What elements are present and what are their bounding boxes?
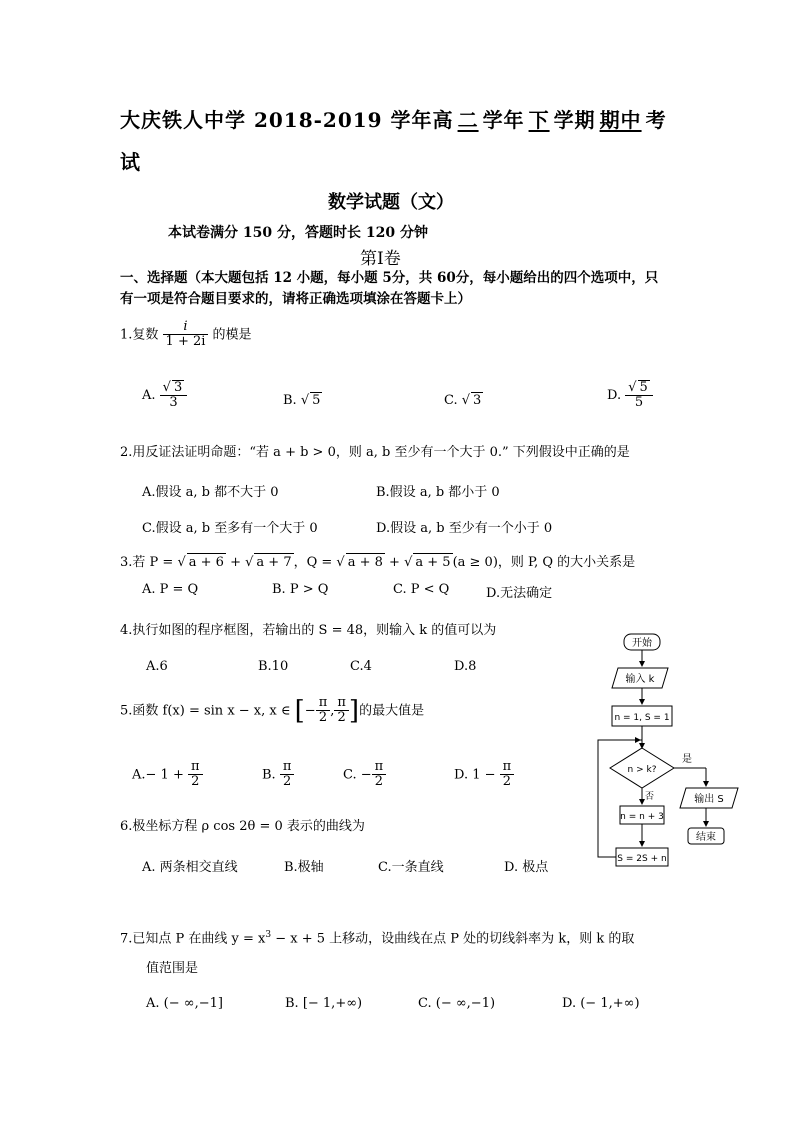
two: 2 <box>374 774 384 790</box>
q1-option-b: B. √ 5 <box>283 393 321 408</box>
q3-option-d: D.无法确定 <box>486 586 553 601</box>
flow-end-label: 结束 <box>696 832 716 843</box>
title-term: 下 <box>528 108 550 132</box>
q1-stem-end: 的模是 <box>212 327 252 343</box>
q1-option-d <box>607 380 653 411</box>
q7-stem-line2: 值范围是 <box>146 961 199 976</box>
title-grade: 二 <box>457 108 479 132</box>
flow-yes-label: 是 <box>682 754 692 765</box>
q1-denominator: 1 + 2i <box>165 334 206 350</box>
q4-option-a: A.6 <box>146 659 168 674</box>
q7-option-a: A. (− ∞,−1] <box>146 996 223 1011</box>
q2-option-c: C.假设 a, b 至多有一个大于 0 <box>142 521 318 536</box>
exam-note: 本试卷满分 150 分，答题时长 120 分钟 <box>168 225 428 241</box>
flow-start-label: 开始 <box>632 638 652 649</box>
q5-hi-fraction <box>334 696 349 726</box>
q1-numerator: i <box>163 320 209 335</box>
q6-option-b: B.极轴 <box>284 860 324 875</box>
title-school-year: 大庆铁人中学 2018-2019 学年高 <box>120 108 454 132</box>
q3-plus: + <box>225 555 246 570</box>
q5-c-fraction <box>372 760 387 790</box>
section-heading-line1: 一、选择题（本大题包括 12 小题，每小题 5分，共 60分，每小题给出的四个选项中，只 <box>120 270 659 286</box>
question-4: 4.执行如图的程序框图，若输出的 S = 48，则输入 k 的值可以为 <box>120 623 497 638</box>
q7-option-b: B. [− 1,+∞) <box>285 996 363 1011</box>
q1-d-denominator: 5 <box>634 395 644 411</box>
q3-option-c: C. P < Q <box>393 582 450 597</box>
q3-stem: 3.若 P = <box>120 555 178 570</box>
two: 2 <box>337 710 346 726</box>
flow-condition-label: n > k? <box>627 765 657 775</box>
two: 2 <box>318 710 328 726</box>
option-label: B. <box>283 393 297 408</box>
title-text: 考 <box>645 108 667 132</box>
q1-option-a <box>142 380 187 411</box>
title-exam-type: 期中 <box>599 108 642 132</box>
q5-stem-end: 的最大值是 <box>359 703 425 719</box>
q1-a-denominator: 3 <box>169 395 178 411</box>
q5-a-fraction <box>188 760 203 790</box>
program-flowchart <box>590 630 750 875</box>
question-6: 6.极坐标方程 ρ cos 2θ = 0 表示的曲线为 <box>120 819 365 834</box>
section-heading-line2: 有一项是符合题目要求的，请将正确选项填涂在答题卡上） <box>120 291 471 307</box>
question-2: 2.用反证法证明命题：“若 a + b > 0，则 a, b 至少有一个大于 0.” 下列假设中正确的是 <box>120 445 630 460</box>
q2-option-d: D.假设 a, b 至少有一个小于 0 <box>376 521 553 536</box>
pi: π <box>500 760 515 775</box>
q1-fraction <box>163 320 209 350</box>
q1-d-numerator: 5 <box>639 380 648 395</box>
q1-option-c: C. √ 3 <box>444 393 482 408</box>
q5-option-a <box>132 760 203 790</box>
flow-update-label: S = 2S + n <box>617 854 667 864</box>
q3-option-b: B. P > Q <box>272 582 329 597</box>
volume-label: 第Ⅰ卷 <box>360 249 401 269</box>
q7-stem-cont: − x + 5 上移动，设曲线在点 P 处的切线斜率为 k，则 k 的取 <box>271 931 635 947</box>
option-label: D. <box>607 387 622 403</box>
title-text: 学年 <box>482 108 525 132</box>
q7-option-d: D. (− 1,+∞) <box>562 996 640 1011</box>
q6-option-d: D. 极点 <box>504 860 549 875</box>
option-label: B. <box>262 767 276 783</box>
q5-stem: 5.函数 f(x) = sin x − x, x ∈ <box>120 703 295 719</box>
q5-lo-fraction <box>316 696 331 726</box>
pi: π <box>316 696 331 711</box>
q1-d-fraction: $\frac{√ 5}{5}$ <box>625 380 653 411</box>
flow-increment-label: n = n + 3 <box>620 812 664 822</box>
q5-option-b <box>262 760 294 790</box>
q3-plus: + <box>384 555 405 570</box>
option-label: D. <box>454 767 469 783</box>
q5-b-fraction <box>280 760 295 790</box>
q7-option-c: C. (− ∞,−1) <box>418 996 496 1011</box>
option-label: A. <box>142 387 156 403</box>
q1-c-value: 3 <box>473 393 482 408</box>
question-5: 5.函数 f(x) = sin x − x, x ∈ [− $\frac{\pi}{2}$ , $\frac{\pi}{2}$ ]的最大值是 <box>120 695 425 726</box>
flow-no-label: 否 <box>645 792 655 802</box>
q3-radicand: a + 8 <box>347 555 383 570</box>
q7-stem: 7.已知点 P 在曲线 y = x <box>120 931 266 947</box>
question-3: 3.若 P = √ a + 6 + √ a + 7 ，Q = √ a + 8 + √ a + 5 (a ≥ 0)，则 P, Q 的大小关系是 <box>120 555 636 570</box>
two: 2 <box>191 774 200 790</box>
q5-option-d <box>454 760 514 790</box>
pi: π <box>372 760 387 775</box>
flow-input-label: 输入 k <box>625 674 655 685</box>
question-1 <box>120 320 252 350</box>
pi: π <box>280 760 295 775</box>
q3-radicand: a + 5 <box>415 555 451 570</box>
title-text: 学期 <box>553 108 596 132</box>
q5-option-c <box>343 760 386 790</box>
two: 2 <box>502 774 512 790</box>
q1-a-numerator: 3 <box>173 380 183 395</box>
q7-exponent: 3 <box>265 930 272 940</box>
option-label: C. <box>343 767 357 783</box>
pi: π <box>334 696 349 711</box>
q6-option-a: A. 两条相交直线 <box>142 860 238 875</box>
q4-option-b: B.10 <box>258 659 289 674</box>
pi: π <box>188 760 203 775</box>
q5-c-minus: − <box>360 767 372 783</box>
q5-a-expr: − 1 + <box>145 767 188 783</box>
section-heading <box>120 268 680 310</box>
q3-stem: ，Q = <box>293 555 337 570</box>
q3-option-a: A. P = Q <box>142 582 199 597</box>
two: 2 <box>282 774 292 790</box>
question-7 <box>120 926 634 948</box>
q5-d-expr: 1 − <box>472 767 500 783</box>
q3-stem-end: (a ≥ 0)，则 P, Q 的大小关系是 <box>452 555 636 570</box>
q2-option-b: B.假设 a, b 都小于 0 <box>376 485 500 500</box>
q1-b-value: 5 <box>312 393 321 408</box>
q4-option-d: D.8 <box>454 659 477 674</box>
flow-init-label: n = 1, S = 1 <box>614 713 670 723</box>
q2-option-a: A.假设 a, b 都不大于 0 <box>142 485 279 500</box>
option-label: A. <box>132 767 146 783</box>
q6-option-c: C.一条直线 <box>378 860 444 875</box>
q5-d-fraction <box>500 760 515 790</box>
option-label: C. <box>444 393 458 408</box>
q4-option-c: C.4 <box>350 659 372 674</box>
subject-title: 数学试题（文） <box>328 192 454 213</box>
exam-title-line2: 试 <box>120 150 141 174</box>
q1-stem: 1.复数 <box>120 327 159 343</box>
q5-minus: − <box>304 703 316 719</box>
q3-radicand: a + 6 <box>188 555 224 570</box>
flow-output-label: 输出 S <box>694 794 724 805</box>
exam-title-line1 <box>120 104 667 133</box>
q3-radicand: a + 7 <box>256 555 292 570</box>
q1-a-fraction: $\frac{√ 3}{3}$ <box>160 380 188 411</box>
